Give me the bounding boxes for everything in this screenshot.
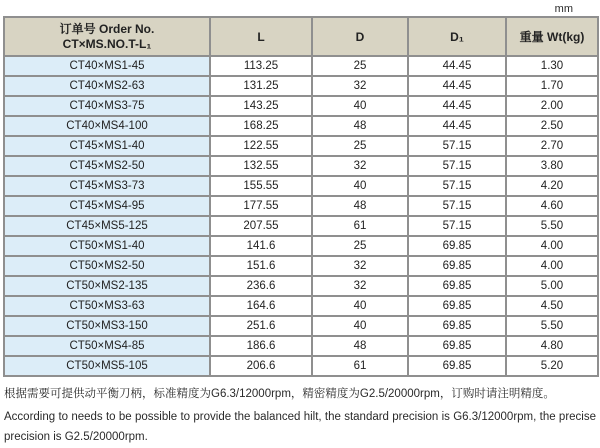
order-no-cell: CT50×MS4-85 [4, 336, 210, 356]
d1-cell: 57.15 [408, 196, 506, 216]
table-row [4, 276, 598, 296]
d1-cell: 69.85 [408, 336, 506, 356]
weight-cell: 1.70 [506, 76, 598, 96]
table-row [4, 76, 598, 96]
order-no-cell: CT50×MS1-40 [4, 236, 210, 256]
weight-cell: 5.50 [506, 216, 598, 236]
order-no-cell: CT45×MS3-73 [4, 176, 210, 196]
table-row [4, 296, 598, 316]
table-row [4, 256, 598, 276]
footer-notes [3, 386, 597, 447]
l-cell: 164.6 [210, 296, 312, 316]
table-row [4, 236, 598, 256]
d1-cell: 69.85 [408, 276, 506, 296]
tool-holder-spec-table [3, 16, 599, 377]
l-cell: 236.6 [210, 276, 312, 296]
l-cell: 113.25 [210, 56, 312, 76]
order-no-cell: CT50×MS5-105 [4, 356, 210, 376]
l-cell: 155.55 [210, 176, 312, 196]
precision-note-english: According to needs to be possible to provide the balanced hilt, the standard precision is G6.3/12000rpm, the precise precision is G2.5/20000rpm. [4, 411, 596, 443]
column-header-l: L [210, 17, 312, 56]
d-cell: 48 [312, 336, 408, 356]
d1-cell: 44.45 [408, 96, 506, 116]
weight-cell: 4.20 [506, 176, 598, 196]
d-cell: 32 [312, 276, 408, 296]
weight-cell: 3.80 [506, 156, 598, 176]
d1-cell: 44.45 [408, 116, 506, 136]
d1-cell: 44.45 [408, 56, 506, 76]
order-no-cell: CT50×MS2-135 [4, 276, 210, 296]
order-no-cell: CT40×MS3-75 [4, 96, 210, 116]
l-cell: 186.6 [210, 336, 312, 356]
l-cell: 206.6 [210, 356, 312, 376]
d1-cell: 69.85 [408, 256, 506, 276]
l-cell: 131.25 [210, 76, 312, 96]
l-cell: 177.55 [210, 196, 312, 216]
table-row [4, 336, 598, 356]
order-no-cell: CT40×MS1-45 [4, 56, 210, 76]
weight-cell: 5.00 [506, 276, 598, 296]
weight-cell: 4.00 [506, 256, 598, 276]
d-cell: 48 [312, 116, 408, 136]
order-no-header-line2: CT×MS.NO.T-L₁ [62, 36, 152, 51]
d1-cell: 69.85 [408, 316, 506, 336]
weight-cell: 4.00 [506, 236, 598, 256]
precision-note-chinese: 根据需要可提供动平衡刀柄，标准精度为G6.3/12000rpm，精密精度为G2.5/20000rpm，订购时请注明精度。 [4, 388, 555, 400]
d1-cell: 44.45 [408, 76, 506, 96]
table-row [4, 356, 598, 376]
table-row [4, 196, 598, 216]
order-no-cell: CT50×MS2-50 [4, 256, 210, 276]
l-cell: 143.25 [210, 96, 312, 116]
d-cell: 25 [312, 236, 408, 256]
d1-cell: 57.15 [408, 176, 506, 196]
order-no-cell: CT40×MS4-100 [4, 116, 210, 136]
table-row [4, 116, 598, 136]
weight-cell: 4.80 [506, 336, 598, 356]
l-cell: 251.6 [210, 316, 312, 336]
weight-cell: 2.70 [506, 136, 598, 156]
d-cell: 61 [312, 356, 408, 376]
d1-cell: 57.15 [408, 216, 506, 236]
l-cell: 132.55 [210, 156, 312, 176]
table-body [4, 56, 598, 376]
order-no-cell: CT45×MS4-95 [4, 196, 210, 216]
weight-cell: 2.00 [506, 96, 598, 116]
l-cell: 151.6 [210, 256, 312, 276]
order-no-header-line1: 订单号 Order No. [59, 21, 155, 36]
table-row [4, 136, 598, 156]
table-row [4, 316, 598, 336]
order-no-cell: CT50×MS3-63 [4, 296, 210, 316]
d-cell: 40 [312, 296, 408, 316]
d-cell: 32 [312, 256, 408, 276]
l-cell: 207.55 [210, 216, 312, 236]
order-no-cell: CT45×MS5-125 [4, 216, 210, 236]
d-cell: 32 [312, 156, 408, 176]
column-header-d: D [312, 17, 408, 56]
table-header-row [4, 17, 598, 56]
d1-cell: 69.85 [408, 356, 506, 376]
d-cell: 32 [312, 76, 408, 96]
d-cell: 25 [312, 56, 408, 76]
column-header-weight: 重量 Wt(kg) [506, 17, 598, 56]
d1-cell: 69.85 [408, 236, 506, 256]
weight-cell: 1.30 [506, 56, 598, 76]
order-no-cell: CT45×MS1-40 [4, 136, 210, 156]
l-cell: 141.6 [210, 236, 312, 256]
d-cell: 40 [312, 96, 408, 116]
unit-label: mm [554, 3, 573, 15]
l-cell: 122.55 [210, 136, 312, 156]
d-cell: 48 [312, 196, 408, 216]
weight-cell: 4.50 [506, 296, 598, 316]
order-no-cell: CT50×MS3-150 [4, 316, 210, 336]
d-cell: 40 [312, 316, 408, 336]
weight-cell: 4.60 [506, 196, 598, 216]
order-no-cell: CT45×MS2-50 [4, 156, 210, 176]
order-no-cell: CT40×MS2-63 [4, 76, 210, 96]
table-row [4, 216, 598, 236]
table-row [4, 156, 598, 176]
weight-cell: 5.20 [506, 356, 598, 376]
column-header-order-no [4, 17, 210, 56]
d1-cell: 57.15 [408, 136, 506, 156]
weight-cell: 2.50 [506, 116, 598, 136]
d-cell: 40 [312, 176, 408, 196]
d-cell: 61 [312, 216, 408, 236]
l-cell: 168.25 [210, 116, 312, 136]
table-row [4, 96, 598, 116]
weight-cell: 5.50 [506, 316, 598, 336]
d1-cell: 57.15 [408, 156, 506, 176]
d-cell: 25 [312, 136, 408, 156]
table-row [4, 56, 598, 76]
column-header-d1: D₁ [408, 17, 506, 56]
d1-cell: 69.85 [408, 296, 506, 316]
table-row [4, 176, 598, 196]
